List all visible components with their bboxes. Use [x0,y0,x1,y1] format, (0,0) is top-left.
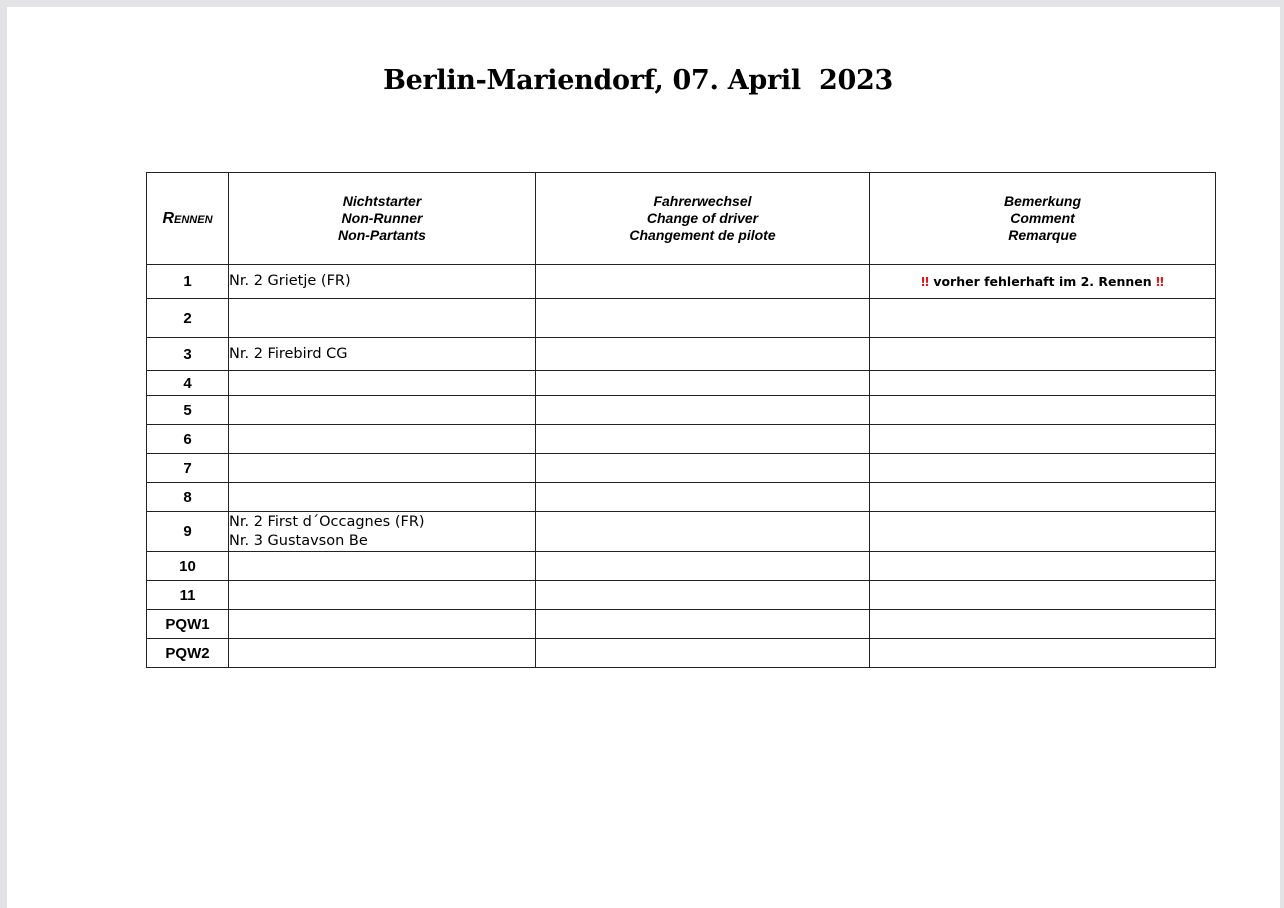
remark-cell [870,512,1216,552]
header-fahrerwechsel-de: Fahrerwechsel [653,193,752,209]
driver-change-cell [536,265,870,299]
remark-cell [870,454,1216,483]
nonrunner-cell [229,265,536,299]
nonrunner-cell [229,610,536,639]
table-row [147,483,1216,512]
header-nichtstarter-fr: Non-Partants [338,227,426,243]
header-bemerkung-de: Bemerkung [1003,193,1082,209]
driver-change-cell [536,552,870,581]
table-row [147,512,1216,552]
race-number: PQW1 [147,610,229,639]
header-fahrerwechsel-en: Change of driver [646,210,759,226]
nonrunner-cell [229,371,536,396]
nonrunner-entry: Nr. 2 Grietje (FR) [229,273,351,289]
race-number: 10 [147,552,229,581]
driver-change-cell [536,639,870,668]
table-row [147,610,1216,639]
nonrunner-cell [229,483,536,512]
nonrunner-cell [229,581,536,610]
nonrunner-entry: Nr. 2 Firebird CG [229,345,348,362]
warning-marker-icon: ‼ [1156,274,1164,289]
table-row [147,299,1216,338]
table-row [147,265,1216,299]
nonrunner-cell [229,425,536,454]
remark-cell [870,639,1216,668]
header-bemerkung-en: Comment [1010,210,1075,226]
nonrunner-cell [229,396,536,425]
driver-change-cell [536,454,870,483]
driver-change-cell [536,512,870,552]
driver-change-cell [536,371,870,396]
header-rennen: Rennen [147,173,229,265]
nonrunner-cell [229,299,536,338]
remark-cell [870,425,1216,454]
header-bemerkung [870,173,1216,265]
remark-cell [870,265,1216,299]
remark-cell [870,371,1216,396]
table-header-row [147,173,1216,265]
race-number: 11 [147,581,229,610]
header-fahrerwechsel-fr: Changement de pilote [629,227,776,243]
table-row [147,552,1216,581]
race-number: 3 [147,338,229,371]
race-number: 2 [147,299,229,338]
table-row [147,581,1216,610]
remark-cell [870,396,1216,425]
header-nichtstarter [229,173,536,265]
nonrunner-entry: Nr. 2 First d´Occagnes (FR) [229,513,425,530]
table-row [147,454,1216,483]
race-number: 9 [147,512,229,552]
table-row [147,338,1216,371]
race-number: 1 [147,265,229,299]
nonrunner-cell [229,338,536,371]
driver-change-cell [536,425,870,454]
document-page [7,7,1280,908]
race-number: 4 [147,371,229,396]
header-nichtstarter-en: Non-Runner [341,210,423,226]
header-fahrerwechsel [536,173,870,265]
remark-text: vorher fehlerhaft im 2. Rennen [933,274,1152,289]
nonrunner-entry: Nr. 3 Gustavson Be [229,532,368,549]
race-number: 6 [147,425,229,454]
remark-cell [870,483,1216,512]
table-row [147,396,1216,425]
warning-marker-icon: ‼ [921,274,929,289]
nonrunner-cell [229,512,536,552]
nonrunner-cell [229,454,536,483]
remark-cell [870,610,1216,639]
driver-change-cell [536,483,870,512]
table-row [147,371,1216,396]
nonrunner-cell [229,639,536,668]
remark-cell [870,299,1216,338]
remark-cell [870,338,1216,371]
driver-change-cell [536,338,870,371]
race-changes-table [146,172,1216,668]
nonrunner-cell [229,552,536,581]
driver-change-cell [536,396,870,425]
table-row [147,425,1216,454]
driver-change-cell [536,299,870,338]
header-nichtstarter-de: Nichtstarter [342,193,422,209]
header-bemerkung-fr: Remarque [1008,227,1077,243]
remark-cell [870,552,1216,581]
driver-change-cell [536,610,870,639]
race-number: 7 [147,454,229,483]
page-title: Berlin-Mariendorf, 07. April 2023 [383,65,893,96]
table-row [147,639,1216,668]
race-number: 8 [147,483,229,512]
driver-change-cell [536,581,870,610]
race-number: PQW2 [147,639,229,668]
remark-cell [870,581,1216,610]
race-number: 5 [147,396,229,425]
